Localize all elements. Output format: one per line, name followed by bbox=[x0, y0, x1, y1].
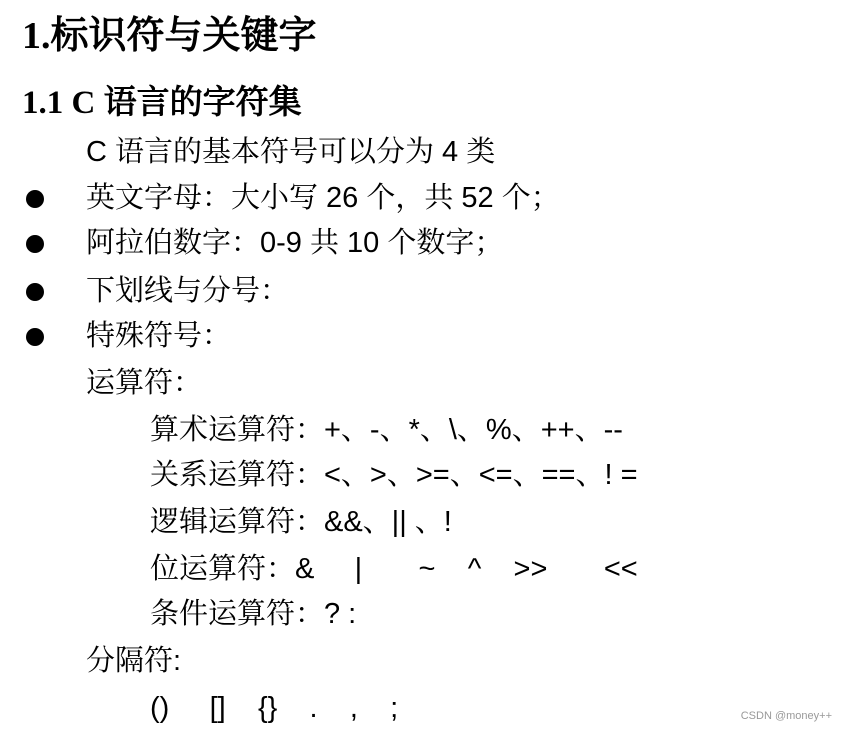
separator-symbols: () [] {} . , ; bbox=[150, 692, 399, 724]
list-item-letters: 英文字母：大小写 26 个，共 52 个； bbox=[86, 182, 560, 214]
watermark-text: CSDN @money++ bbox=[740, 710, 832, 722]
bullet-dot-icon bbox=[26, 190, 44, 208]
arithmetic-operators: 算术运算符：+、-、*、\、%、++、-- bbox=[150, 414, 623, 446]
bullet-dot-icon bbox=[26, 283, 44, 301]
list-item-special-symbols: 特殊符号： bbox=[86, 320, 232, 352]
relational-operators: 关系运算符：<、>、>=、<=、==、! = bbox=[150, 459, 638, 491]
bullet-dot-icon bbox=[26, 235, 44, 253]
list-item-digits: 阿拉伯数字：0-9 共 10 个数字； bbox=[86, 227, 504, 259]
subsection-heading: 1.1 C 语言的字符集 bbox=[22, 85, 302, 121]
operators-label: 运算符： bbox=[86, 367, 203, 399]
bitwise-operators: 位运算符：& | ~ ^ >> << bbox=[150, 553, 638, 585]
section-heading: 1.标识符与关键字 bbox=[22, 15, 317, 57]
separators-label: 分隔符: bbox=[86, 645, 182, 677]
logical-operators: 逻辑运算符：&&、|| 、! bbox=[150, 506, 452, 538]
intro-text: C 语言的基本符号可以分为 4 类 bbox=[86, 136, 496, 168]
list-item-underscore: 下划线与分号： bbox=[86, 275, 290, 307]
conditional-operator: 条件运算符：? : bbox=[150, 598, 357, 630]
bullet-dot-icon bbox=[26, 328, 44, 346]
